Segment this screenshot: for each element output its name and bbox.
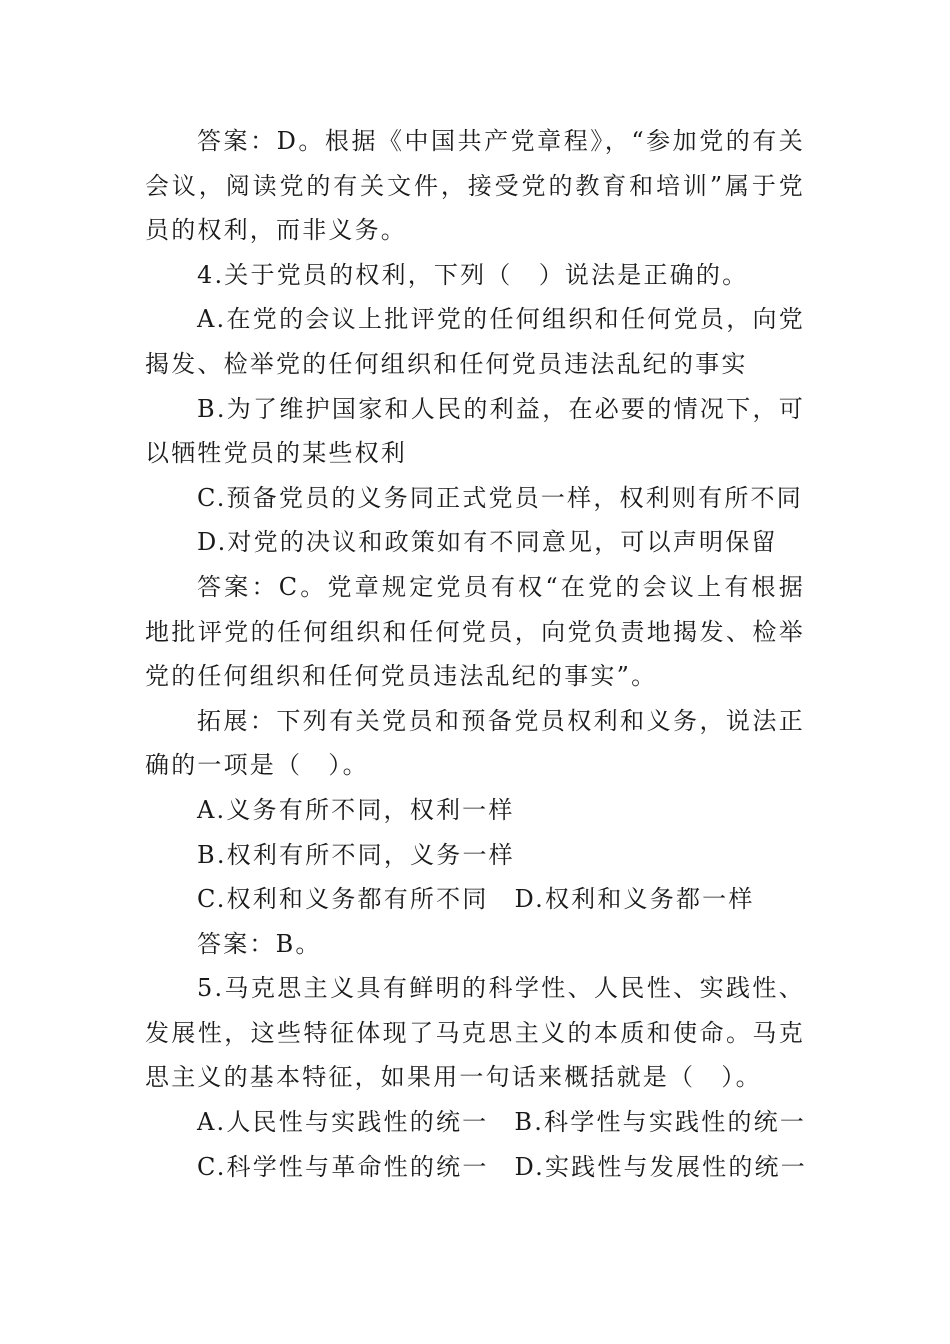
ext-option-b: B.权利有所不同，义务一样 bbox=[197, 840, 515, 869]
q5-option-a: A.人民性与实践性的统一 bbox=[197, 1108, 489, 1137]
q4-option-b: B.为了维护国家和人民的利益，在必要的情况下，可以牺牲党员的某些权利 bbox=[145, 394, 805, 468]
question-5-stem: 5.马克思主义具有鲜明的科学性、人民性、实践性、发展性，这些特征体现了马克思主义的本质和使命。马克思主义的基本特征，如果用一句话来概括就是（ ）。 bbox=[145, 974, 805, 1092]
q4-option-c: C.预备党员的义务同正式党员一样，权利则有所不同 bbox=[197, 483, 803, 512]
q5-options-cd-line bbox=[145, 1145, 805, 1190]
answer-q3-paragraph: 答案：D。根据《中国共产党章程》，“参加党的有关会议，阅读党的有关文件，接受党的教育和培训”属于党员的权利，而非义务。 bbox=[145, 127, 805, 245]
q4-option-a: A.在党的会议上批评党的任何组织和任何党员，向党揭发、检举党的任何组织和任何党员违法乱纪的事实 bbox=[145, 305, 805, 378]
q5-option-d: D.实践性与发展性的统一 bbox=[514, 1152, 807, 1181]
ext-option-d: D.权利和义务都一样 bbox=[514, 885, 755, 914]
extension-question-stem: 拓展：下列有关党员和预备党员权利和义务，说法正确的一项是（ ）。 bbox=[145, 706, 805, 780]
answer-extension-paragraph: 答案：B。 bbox=[197, 929, 322, 958]
q5-option-c: C.科学性与革命性的统一 bbox=[197, 1152, 489, 1181]
ext-options-cd-line bbox=[145, 877, 805, 922]
q4-option-d: D.对党的决议和政策如有不同意见，可以声明保留 bbox=[197, 528, 778, 557]
ext-option-c: C.权利和义务都有所不同 bbox=[197, 885, 489, 914]
q5-option-b: B.科学性与实践性的统一 bbox=[514, 1108, 807, 1137]
q5-options-ab-line bbox=[145, 1100, 805, 1145]
ext-option-a: A.义务有所不同，权利一样 bbox=[197, 795, 515, 824]
document-page bbox=[145, 119, 805, 1189]
question-4-stem: 4.关于党员的权利，下列（ ）说法是正确的。 bbox=[197, 260, 749, 289]
answer-q4-paragraph: 答案：C。党章规定党员有权“在党的会议上有根据地批评党的任何组织和任何党员，向党负责地揭发、检举党的任何组织和任何党员违法乱纪的事实”。 bbox=[145, 572, 805, 691]
